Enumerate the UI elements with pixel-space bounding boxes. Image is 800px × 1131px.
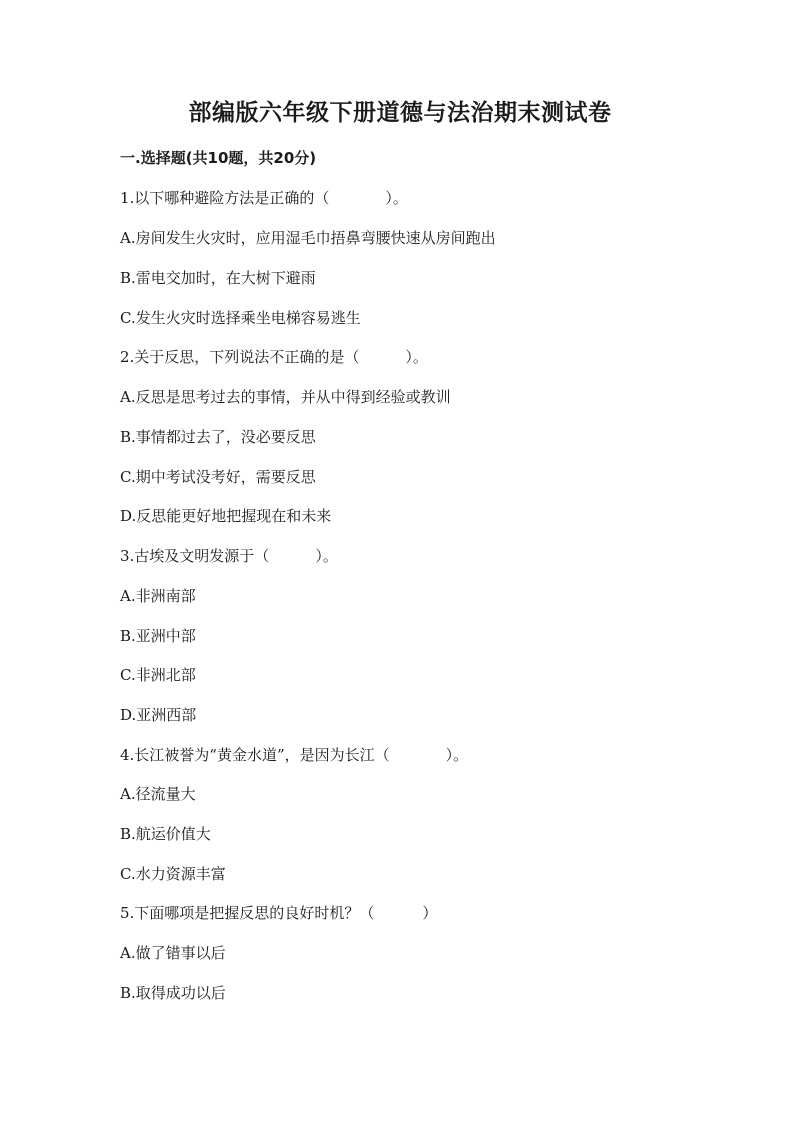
question-1-tail: ）。 [385, 189, 408, 207]
question-2-option-c: C.期中考试没考好，需要反思 [120, 468, 316, 486]
question-1-option-a: A.房间发生火灾时，应用湿毛巾捂鼻弯腰快速从房间跑出 [120, 229, 496, 247]
question-2-tail: ）。 [405, 348, 428, 366]
question-5-option-a: A.做了错事以后 [120, 944, 226, 962]
question-5-text: 5.下面哪项是把握反思的良好时机？（ [120, 904, 375, 922]
question-1-option-c: C.发生火灾时选择乘坐电梯容易逃生 [120, 309, 361, 327]
question-3-option-c: C.非洲北部 [120, 666, 196, 684]
question-3-text: 3.古埃及文明发源于（ [120, 547, 270, 565]
question-4-stem [120, 743, 468, 767]
question-5-stem [120, 901, 437, 925]
question-3-tail: ）。 [315, 547, 338, 565]
question-5-option-b: B.取得成功以后 [120, 984, 226, 1002]
question-3-option-b: B.亚洲中部 [120, 627, 196, 645]
question-4-option-a: A.径流量大 [120, 785, 196, 803]
question-4-tail: ）。 [445, 746, 469, 764]
question-4-text: 4.长江被誉为“黄金水道”，是因为长江（ [120, 746, 390, 764]
question-2-text: 2.关于反思，下列说法不正确的是（ [120, 348, 360, 366]
page-title: 部编版六年级下册道德与法治期末测试卷 [188, 100, 612, 126]
question-3-option-a: A.非洲南部 [120, 587, 196, 605]
question-2-option-d: D.反思能更好地把握现在和未来 [120, 507, 332, 525]
section-heading: 一.选择题(共10题，共20分) [120, 149, 317, 167]
question-2-option-b: B.事情都过去了，没必要反思 [120, 428, 316, 446]
question-2-stem [120, 345, 428, 369]
question-4-option-b: B.航运价值大 [120, 825, 211, 843]
question-3-option-d: D.亚洲西部 [120, 706, 197, 724]
question-4-option-c: C.水力资源丰富 [120, 865, 226, 883]
question-1-text: 1.以下哪种避险方法是正确的（ [120, 189, 330, 207]
question-5-tail: ） [422, 904, 438, 922]
question-2-option-a: A.反思是思考过去的事情，并从中得到经验或教训 [120, 388, 451, 406]
question-3-stem [120, 544, 338, 568]
question-1-stem [120, 186, 408, 210]
question-1-option-b: B.雷电交加时，在大树下避雨 [120, 269, 316, 287]
